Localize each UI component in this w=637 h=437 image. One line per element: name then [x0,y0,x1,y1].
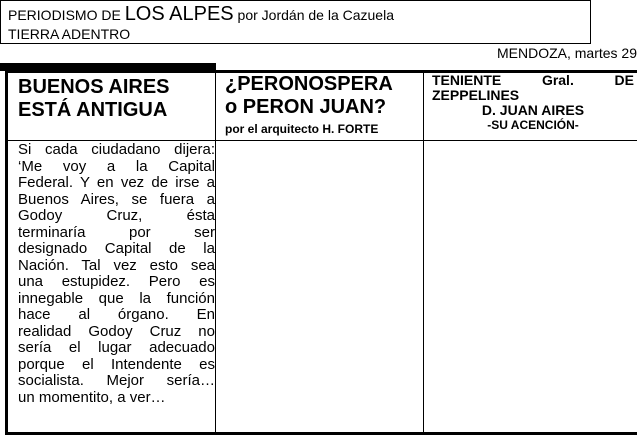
masthead-title [8,5,590,25]
column-divider-2 [423,73,424,432]
body-line: sería el lugar adecuado [18,339,215,356]
headline-buenos-aires [18,76,214,122]
body-line: ‘Me voy a la Capital [18,157,215,175]
masthead-author: por Jordán de la Cazuela [233,7,394,23]
column-divider-1 [215,73,216,432]
body-line: Godoy Cruz, ésta [18,207,215,224]
masthead-section: TIERRA ADENTRO [8,26,131,42]
body-line: Federal. Y en vez de irse a [18,174,215,191]
article-grid [5,70,637,435]
masthead [0,0,591,44]
body-line: hace al órgano. En [18,306,215,323]
body-line: Si cada ciudadano dijera: [18,141,215,158]
headline-line: ¿PERONOSPERA [225,73,393,95]
body-line: Buenos Aires, se fuera a [18,190,215,208]
body-line: socialista. Mejor sería… [18,372,215,389]
masthead-paper-name: LOS ALPES [124,3,234,25]
body-line: una estupidez. Pero es [18,273,215,290]
body-line: un momentito, a ver… [18,388,166,406]
headline-line: TENIENTE Gral. DE [432,72,634,88]
headline-line: D. JUAN AIRES [481,102,585,118]
headline-line: BUENOS AIRES [18,76,170,98]
body-line: realidad Godoy Cruz no [18,322,215,340]
article-body [18,142,215,406]
headline-line: ZEPPELINES [432,87,520,103]
body-line: designado Capital de la [18,240,215,257]
body-line: terminaría por ser [18,223,215,241]
masthead-prefix: PERIODISMO DE [8,7,125,23]
body-line: porque el Intendente es [18,355,215,373]
body-line: Nación. Tal vez esto sea [18,256,215,274]
headline-teniente [432,73,634,132]
dateline: MENDOZA, martes 29 [496,45,637,61]
body-line: innegable que la función [18,289,215,307]
byline: por el arquitecto H. FORTE [225,122,379,136]
headline-line: ESTÁ ANTIGUA [18,99,168,121]
headline-peronospera [225,73,421,136]
subhead: -SU ACENCIÓN- [487,118,579,132]
headline-line: o PERON JUAN? [225,96,387,118]
